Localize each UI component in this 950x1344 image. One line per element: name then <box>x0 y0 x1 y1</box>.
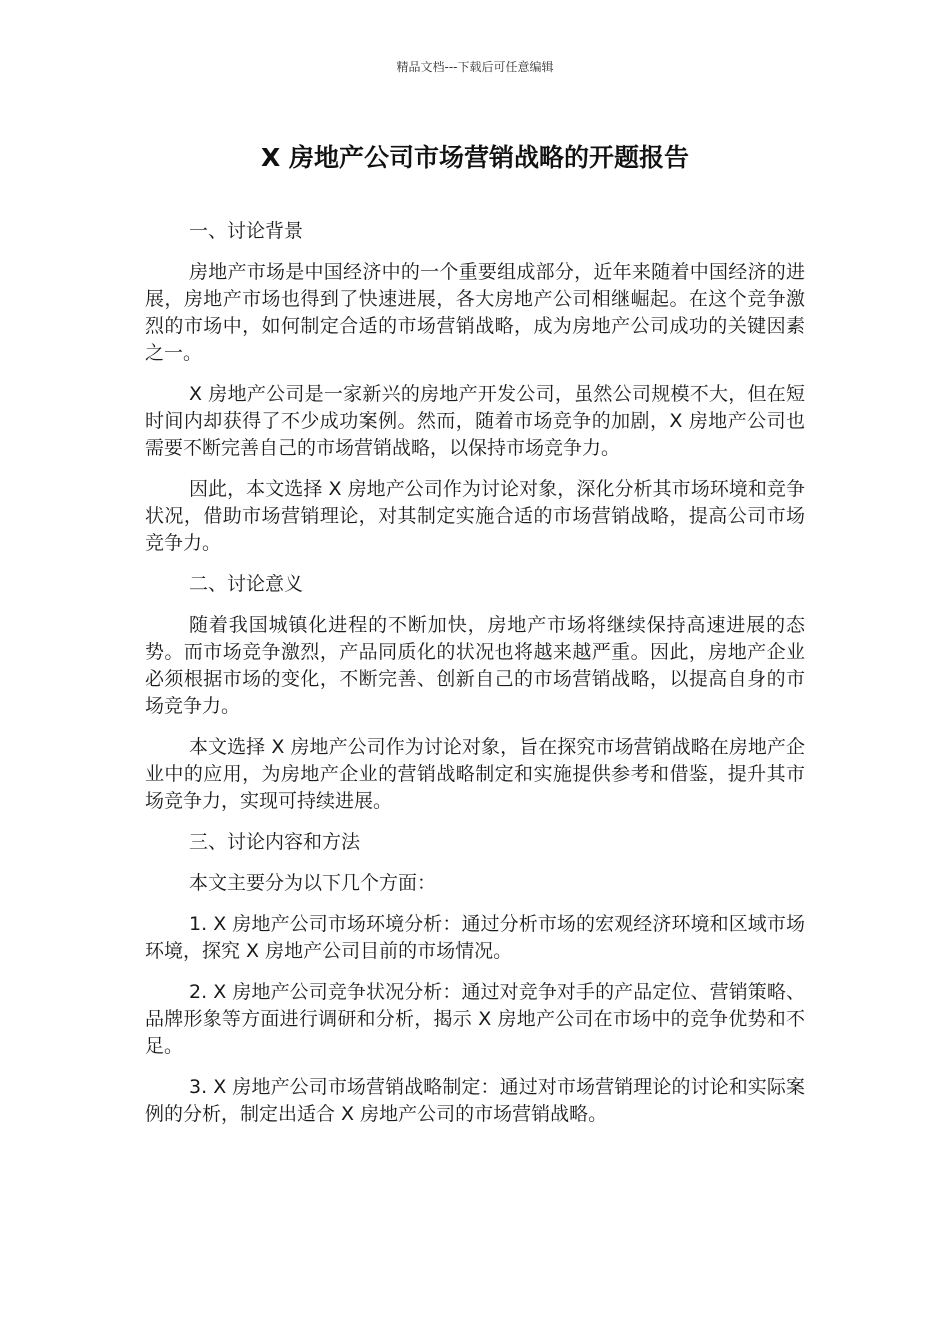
section-heading: 三、讨论内容和方法 <box>189 831 361 853</box>
paragraph: 本文主要分为以下几个方面： <box>189 872 437 894</box>
list-item: 3. X 房地产公司市场营销战略制定：通过对市场营销理论的讨论和实际案例的分析，制定出适合 X 房地产公司的市场营销战略。 <box>145 1076 805 1125</box>
paragraph: 随着我国城镇化进程的不断加快，房地产市场将继续保持高速进展的态势。而市场竞争激烈，产品同质化的状况也将越来越严重。因此，房地产企业必须根据市场的变化，不断完善、创新自己的市场营销战略，以提高自身的市场竞争力。 <box>145 614 805 717</box>
list-item: 2. X 房地产公司竞争状况分析：通过对竞争对手的产品定位、营销策略、品牌形象等方面进行调研和分析，揭示 X 房地产公司在市场中的竞争优势和不足。 <box>145 981 805 1057</box>
paragraph: 因此，本文选择 X 房地产公司作为讨论对象，深化分析其市场环境和竞争状况，借助市场营销理论，对其制定实施合适的市场营销战略，提高公司市场竞争力。 <box>145 478 805 554</box>
section-heading: 二、讨论意义 <box>189 573 304 595</box>
document-body <box>145 218 805 1142</box>
section-content-methods <box>145 829 805 1128</box>
paragraph: X 房地产公司是一家新兴的房地产开发公司，虽然公司规模不大，但在短时间内却获得了不少成功案例。然而，随着市场竞争的加剧，X 房地产公司也需要不断完善自己的市场营销战略，以保持市场竞争力。 <box>145 383 805 459</box>
paragraph: 本文选择 X 房地产公司作为讨论对象，旨在探究市场营销战略在房地产企业中的应用，为房地产企业的营销战略制定和实施提供参考和借鉴，提升其市场竞争力，实现可持续进展。 <box>145 736 805 812</box>
list-item: 1. X 房地产公司市场环境分析：通过分析市场的宏观经济环境和区域市场环境，探究 X 房地产公司目前的市场情况。 <box>145 913 805 962</box>
section-background <box>145 218 805 557</box>
section-significance <box>145 571 805 815</box>
header-note: 精品文档---下载后可任意编辑 <box>396 60 554 74</box>
section-heading: 一、讨论背景 <box>189 220 304 242</box>
paragraph: 房地产市场是中国经济中的一个重要组成部分，近年来随着中国经济的进展，房地产市场也得到了快速进展，各大房地产公司相继崛起。在这个竞争激烈的市场中，如何制定合适的市场营销战略，成为房地产公司成功的关键因素之一。 <box>145 261 805 364</box>
document-title: X 房地产公司市场营销战略的开题报告 <box>261 143 689 172</box>
